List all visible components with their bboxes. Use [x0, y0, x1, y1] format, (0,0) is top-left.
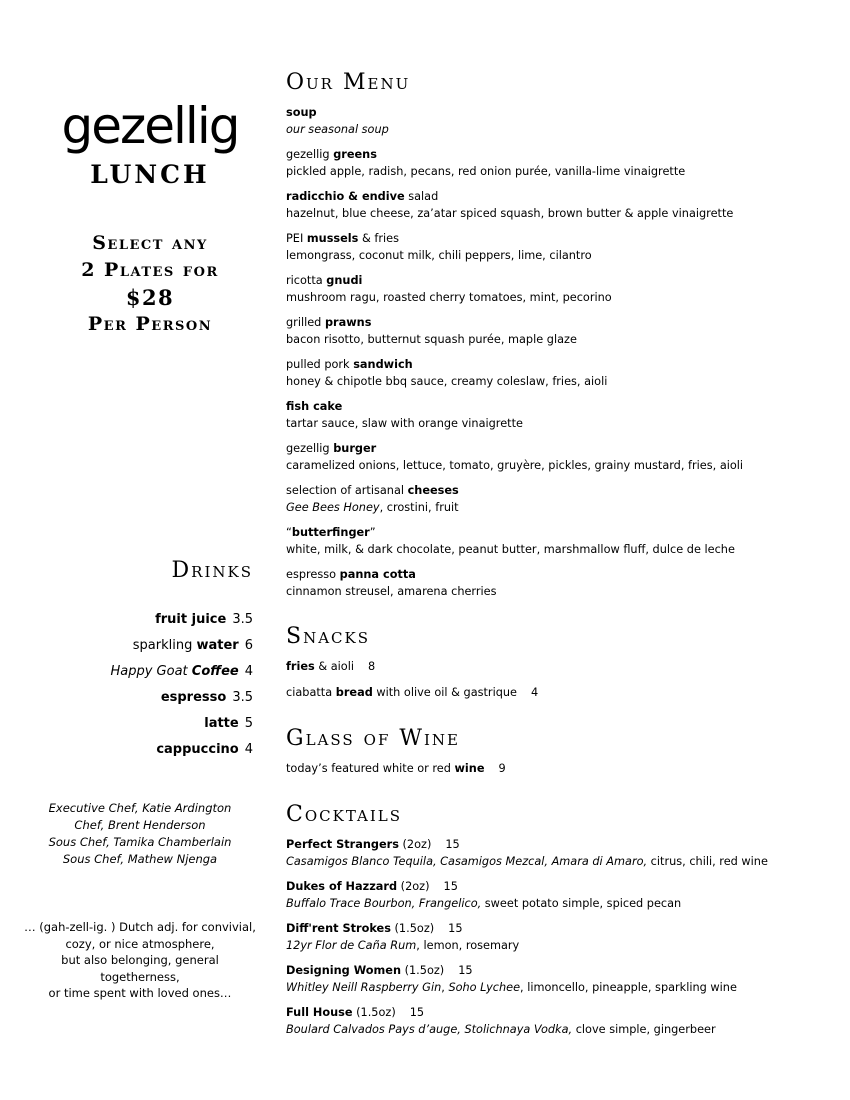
menu-item: fish cake tartar sauce, slaw with orange vinaigrette: [286, 400, 523, 430]
drink-item: Happy Goat Coffee 4: [110, 664, 253, 679]
cocktail-item: Designing Women (1.5oz) 15 Whitley Neill Raspberry Gin, Soho Lychee, limoncello, pineapple, sparkling wine: [286, 964, 737, 994]
chef-line: Sous Chef, Mathew Njenga: [62, 852, 218, 866]
cocktail-item: Perfect Strangers (2oz) 15 Casamigos Blanco Tequila, Casamigos Mezcal, Amara di Amaro, citrus, chili, red wine: [286, 838, 768, 868]
wine-title: Glass of Wine: [286, 726, 460, 751]
menu-item: pulled pork sandwich honey & chipotle bbq sauce, creamy coleslaw, fries, aioli: [286, 358, 608, 388]
menu-item: ricotta gnudi mushroom ragu, roasted cherry tomatoes, mint, pecorino: [286, 274, 612, 304]
menu-item: grilled prawns bacon risotto, butternut squash purée, maple glaze: [286, 316, 577, 346]
deal-line-2: 2 Plates for: [81, 259, 219, 281]
menu-column: [286, 68, 826, 1046]
menu-item: espresso panna cotta cinnamon streusel, amarena cherries: [286, 568, 497, 598]
chef-line: Sous Chef, Tamika Chamberlain: [48, 835, 232, 849]
snacks-title: Snacks: [286, 624, 370, 649]
menu-subtitle: LUNCH: [90, 160, 210, 189]
drink-item: fruit juice 3.5: [155, 612, 253, 627]
cocktail-item: Dukes of Hazzard (2oz) 15 Buffalo Trace Bourbon, Frangelico, sweet potato simple, spiced pecan: [286, 880, 682, 910]
drink-item: espresso 3.5: [160, 690, 253, 705]
drink-item: cappuccino 4: [156, 742, 253, 757]
chef-line: Executive Chef, Katie Ardington: [48, 801, 232, 815]
menu-item: selection of artisanal cheeses Gee Bees Honey, crostini, fruit: [286, 484, 459, 514]
deal-line-4: Per Person: [87, 313, 213, 335]
cocktails-title: Cocktails: [286, 802, 402, 827]
menu-title: Our Menu: [286, 70, 411, 95]
chef-line: Chef, Brent Henderson: [74, 818, 206, 832]
gezellig-definition: … (gah-zell-ig. ) Dutch adj. for convivial, cozy, or nice atmosphere, but also belonging, general togetherness, or time spent with loved ones…: [24, 920, 256, 1000]
price-deal: [40, 230, 260, 338]
drinks-title: Drinks: [171, 558, 253, 583]
drinks-list: [110, 610, 253, 766]
menu-item: PEI mussels & fries lemongrass, coconut milk, chili peppers, lime, cilantro: [286, 232, 592, 262]
drink-item: sparkling water 6: [132, 638, 253, 653]
snack-item: ciabatta bread with olive oil & gastrique 4: [286, 686, 539, 699]
cocktail-item: Diff'rent Strokes (1.5oz) 15 12yr Flor de Caña Rum, lemon, rosemary: [286, 922, 520, 952]
chef-credits: [30, 800, 250, 868]
menu-item: soup our seasonal soup: [286, 106, 389, 136]
menu-item: “butterfinger” white, milk, & dark chocolate, peanut butter, marshmallow fluff, dulce de leche: [286, 526, 735, 556]
wine-item: today’s featured white or red wine 9: [286, 762, 506, 775]
menu-item: radicchio & endive salad hazelnut, blue cheese, za’atar spiced squash, brown butter & apple vinaigrette: [286, 190, 734, 220]
menu-item: gezellig greens pickled apple, radish, pecans, red onion purée, vanilla-lime vinaigrette: [286, 148, 686, 178]
deal-price: $28: [125, 285, 175, 310]
restaurant-logo: gezellig: [61, 97, 239, 155]
drink-item: latte 5: [204, 716, 253, 731]
cocktail-item: Full House (1.5oz) 15 Boulard Calvados Pays d’auge, Stolichnaya Vodka, clove simple, gingerbeer: [286, 1006, 716, 1036]
menu-item: gezellig burger caramelized onions, lettuce, tomato, gruyère, pickles, grainy mustard, fries, aioli: [286, 442, 744, 472]
snack-item: fries & aioli 8: [286, 660, 376, 673]
deal-line-1: Select any: [92, 232, 208, 254]
